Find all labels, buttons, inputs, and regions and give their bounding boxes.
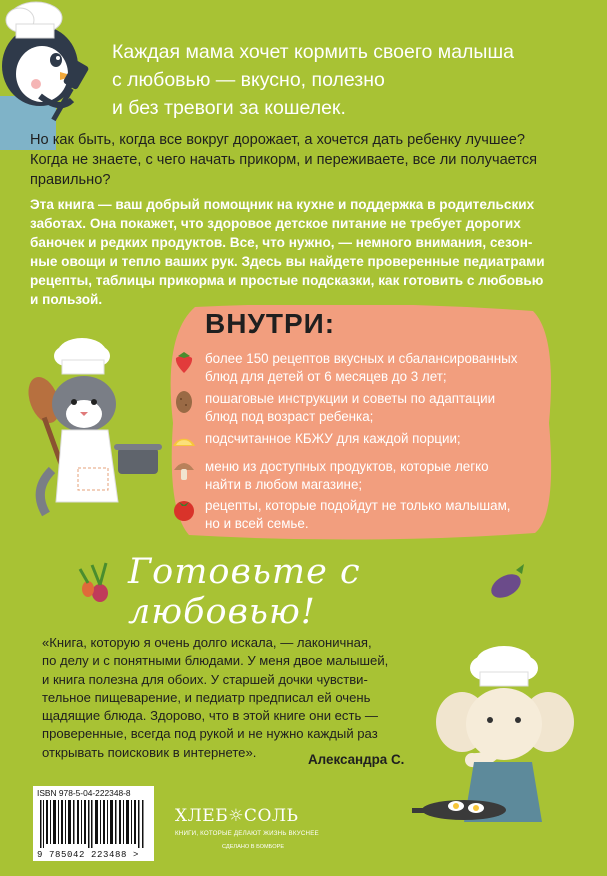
paragraph-line: Эта книга — ваш добрый помощник на кухне и поддержка в родительских — [30, 197, 535, 212]
potato-icon — [173, 390, 195, 414]
paragraph-line: Но как быть, когда все вокруг дорожает, а хочется дать ребенку лучшее? — [30, 132, 525, 148]
penguin-chef-illustration — [0, 0, 110, 150]
review-author: Александра С. — [308, 752, 405, 767]
barcode-bars — [40, 800, 146, 848]
paragraph-line: и пользой. — [30, 292, 103, 307]
review-quote — [42, 634, 420, 762]
quote-line: щадящие блюда. Здорово, что в этой книге они есть — — [42, 708, 379, 724]
elephant-chef-illustration — [412, 642, 592, 838]
vegetables-illustration — [70, 555, 120, 605]
description-paragraph — [30, 195, 585, 309]
inside-item — [205, 497, 545, 533]
inside-item-line: найти в любом магазине; — [205, 477, 363, 492]
strawberry-icon — [173, 350, 195, 374]
intro-paragraph — [30, 130, 585, 190]
mushroom-icon — [172, 458, 196, 482]
quote-line: по делу и с понятными блюдами. У меня двое малышей, — [42, 653, 389, 669]
publisher-made: СДЕЛАНО В БОМБОРЕ — [222, 844, 285, 850]
slogan: Готовьте с любовью! — [128, 552, 361, 632]
quote-line: «Книга, которую я очень долго искала, — лаконичная, — [42, 635, 372, 650]
paragraph-line: рецепты, таблицы прикорма и простые подсказки, как готовить с любовью — [30, 273, 544, 288]
inside-item — [205, 430, 545, 448]
lead-line: и без тревоги за кошелек. — [112, 97, 346, 119]
inside-item-line: меню из доступных продуктов, которые легко — [205, 459, 489, 474]
quote-line: открывать поисковик в интернете». — [42, 744, 257, 760]
lead-text — [112, 38, 582, 122]
barcode-number: 9 785042 223488 > — [37, 850, 140, 860]
isbn: ISBN 978-5-04-222348-8 — [37, 788, 131, 798]
inside-item-line: пошаговые инструкции и советы по адаптации — [205, 391, 496, 406]
publisher-logo: ХЛЕБ☼СОЛЬ — [175, 806, 299, 826]
lemon-icon — [171, 428, 197, 450]
quote-line: и книга полезна для обоих. У старшей дочки чувстви- — [42, 671, 368, 687]
inside-item-line: блюд для детей от 6 месяцев до 3 лет; — [205, 369, 447, 384]
lead-line: с любовью — вкусно, полезно — [112, 69, 385, 91]
inside-item-line: блюд под возраст ребенка; — [205, 409, 374, 424]
cat-chef-illustration — [22, 330, 172, 520]
inside-item-line: подсчитанное КБЖУ для каждой порции; — [205, 431, 461, 446]
paragraph-line: Когда не знаете, с чего начать прикорм, и переживаете, все ли получается — [30, 152, 538, 168]
inside-title: ВНУТРИ: — [205, 308, 336, 339]
lead-line: Каждая мама хочет кормить своего малыша — [112, 41, 514, 63]
inside-item — [205, 390, 545, 426]
inside-item-line: но и всей семье. — [205, 516, 309, 531]
eggplant-icon — [486, 560, 530, 604]
inside-item — [205, 350, 545, 386]
quote-line: тельное пищеварение, и педиатр предписал ей очень — [42, 689, 371, 705]
quote-line: проверенные, всегда под рукой и не нужно каждый раз — [42, 726, 378, 742]
inside-item — [205, 458, 545, 494]
inside-item-line: более 150 рецептов вкусных и сбалансированных — [205, 351, 518, 366]
tomato-icon — [171, 497, 197, 523]
paragraph-line: заботах. Она покажет, что здоровое детское питание не требует дорогих — [30, 216, 521, 231]
paragraph-line: правильно? — [30, 172, 111, 188]
paragraph-line: баночек и редких продуктов. Все, что нужно, — немного внимания, сезон- — [30, 235, 533, 250]
inside-item-line: рецепты, которые подойдут не только малышам, — [205, 498, 511, 513]
publisher-tagline: КНИГИ, КОТОРЫЕ ДЕЛАЮТ ЖИЗНЬ ВКУСНЕЕ — [175, 830, 319, 837]
paragraph-line: ные овощи и тепло ваших рук. Здесь вы найдете проверенные педиатрами — [30, 254, 545, 269]
